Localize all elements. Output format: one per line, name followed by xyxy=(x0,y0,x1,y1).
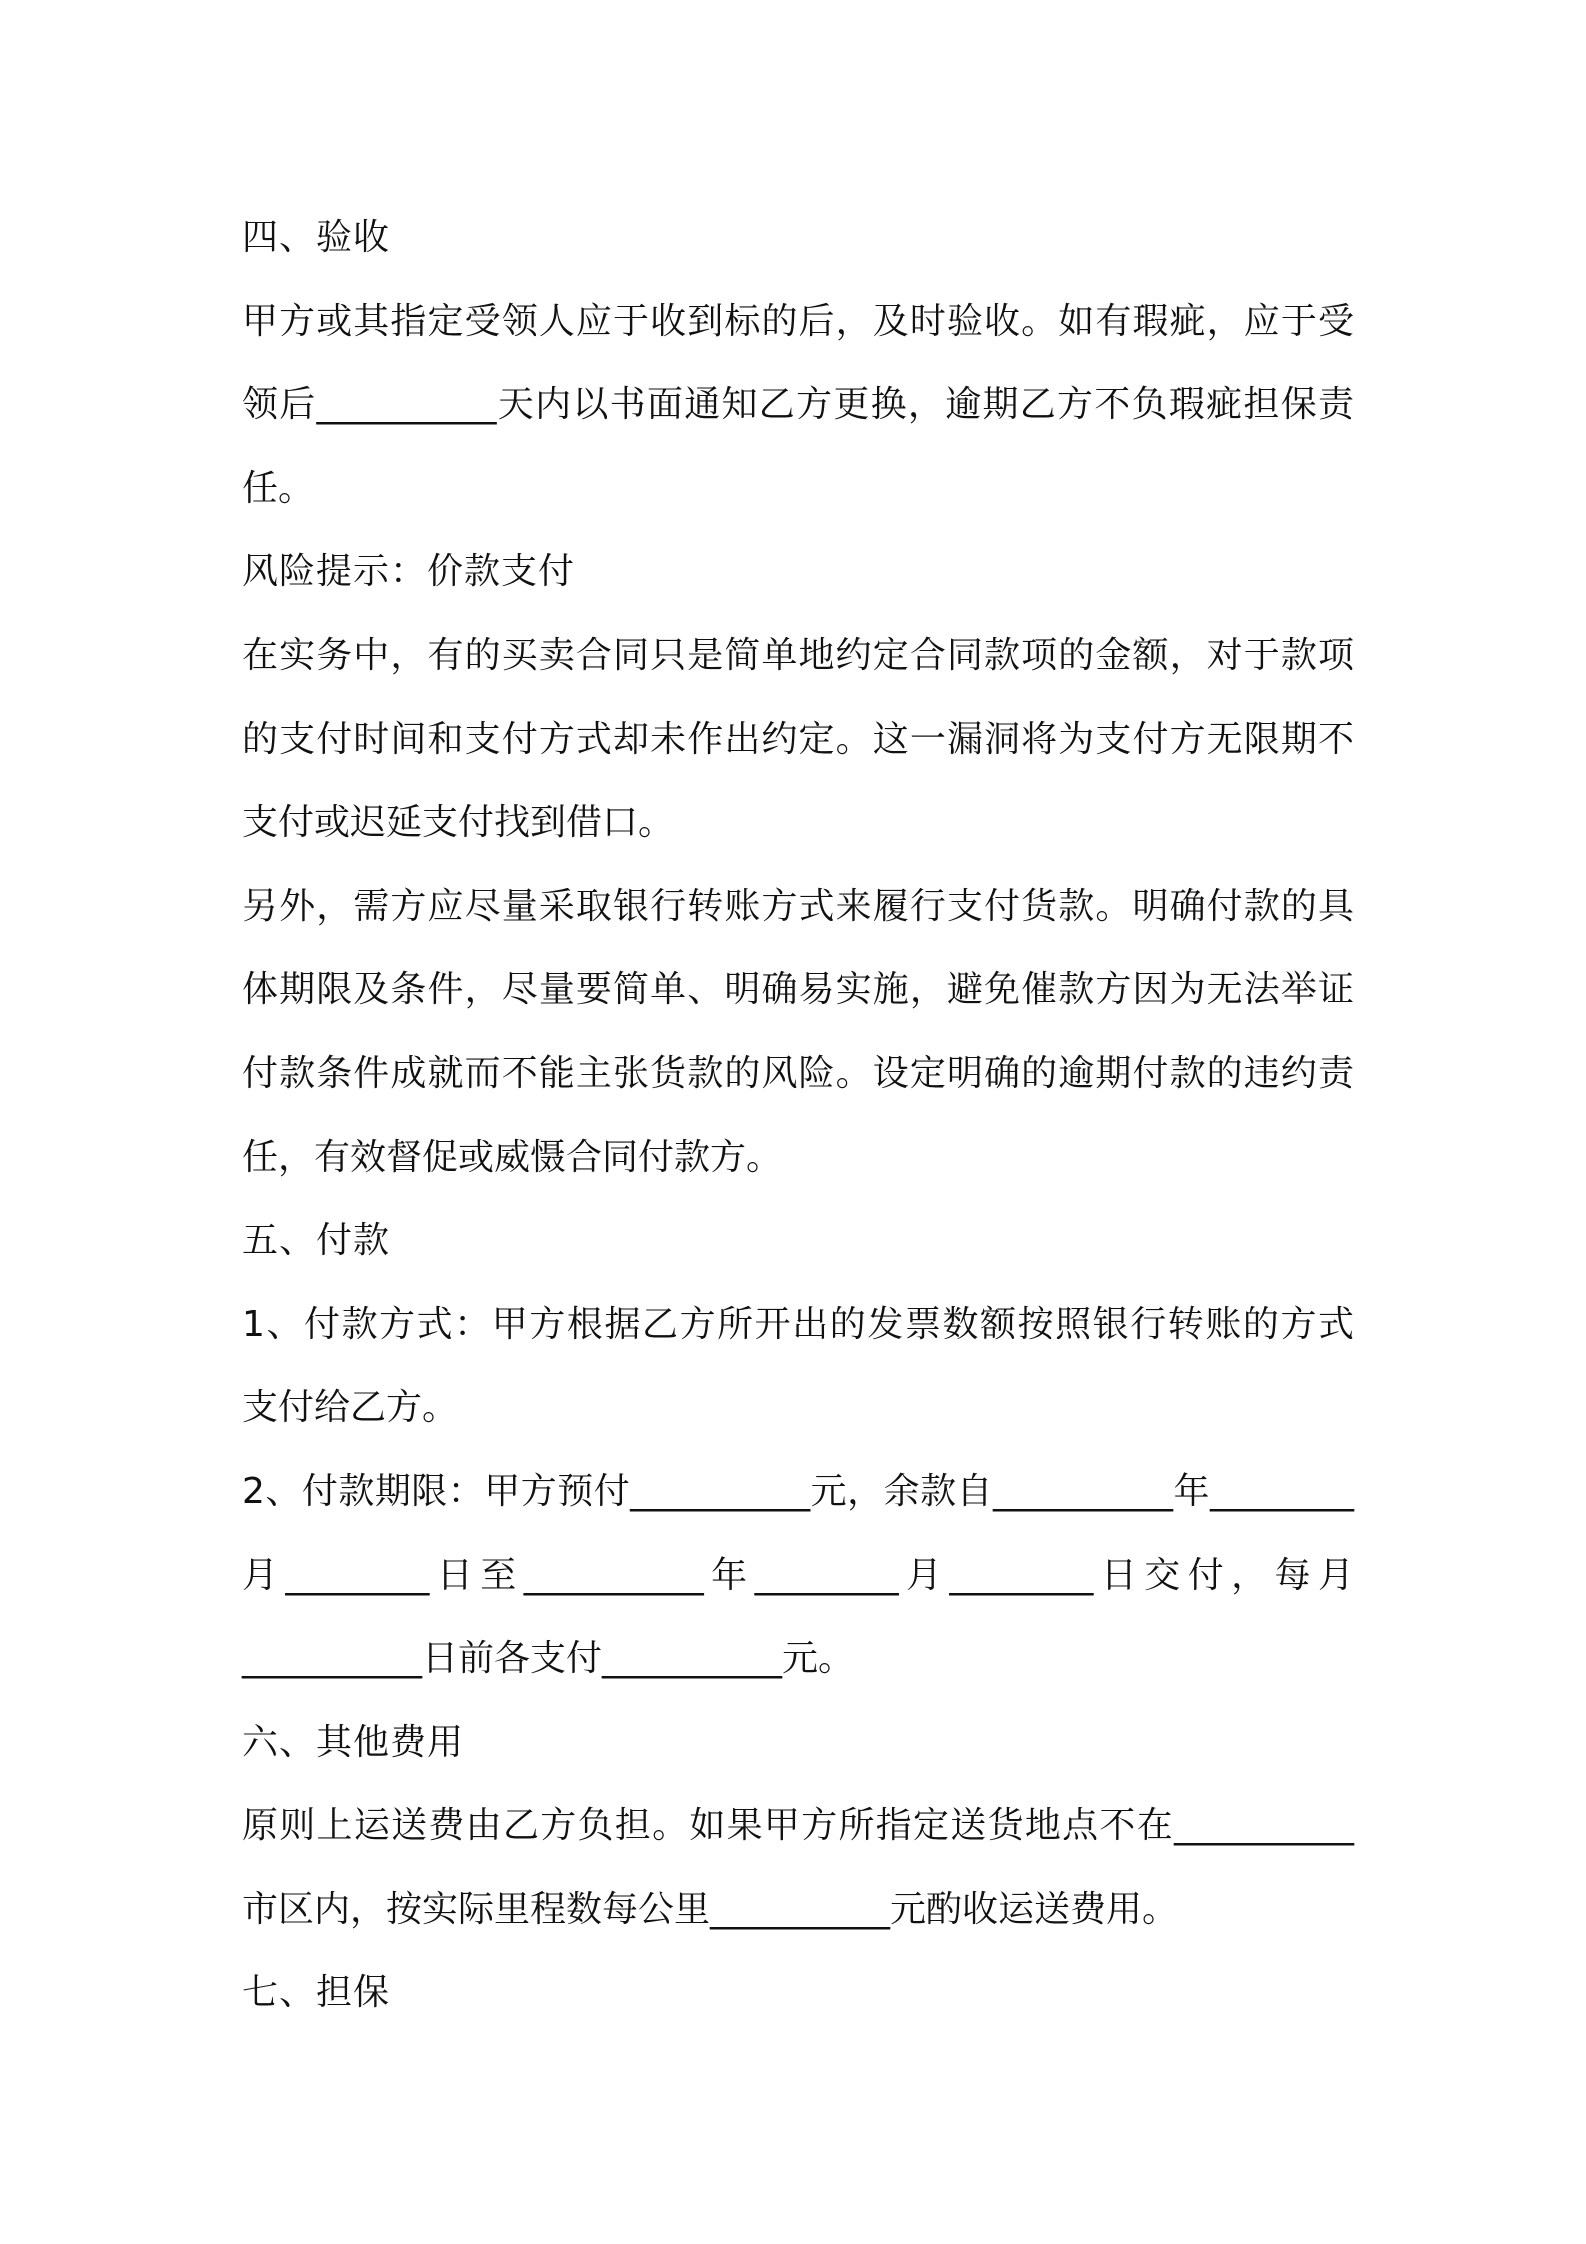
acceptance-text-line: 任。 xyxy=(242,467,315,509)
section-heading-guarantee: 七、担保 xyxy=(242,1972,391,2014)
other-fees-text-line: 原则上运送费由乙方负担。如果甲方所指定送货地点不在__________ xyxy=(242,1805,1354,1847)
risk-note-text-line: 付款条件成就而不能主张货款的风险。设定明确的逾期付款的违约责 xyxy=(242,1052,1354,1094)
acceptance-text-line: 领后__________天内以书面通知乙方更换，逾期乙方不负瑕疵担保责 xyxy=(242,384,1354,426)
risk-note-text-line: 体期限及条件，尽量要简单、明确易实施，避免催款方因为无法举证 xyxy=(242,969,1354,1011)
section-heading-payment: 五、付款 xyxy=(242,1220,391,1262)
risk-note-text-line: 在实务中，有的买卖合同只是简单地约定合同款项的金额，对于款项 xyxy=(242,634,1354,676)
payment-term-line: 2、付款期限：甲方预付__________元，余款自__________年________ xyxy=(242,1470,1354,1512)
risk-note-text-line: 另外，需方应尽量采取银行转账方式来履行支付货款。明确付款的具 xyxy=(242,885,1354,927)
payment-term-line: 月________日至__________年________月________日交付，每月 xyxy=(242,1554,1354,1596)
payment-method-line: 支付给乙方。 xyxy=(242,1387,459,1429)
payment-term-line: __________日前各支付__________元。 xyxy=(242,1638,855,1680)
section-heading-acceptance: 四、验收 xyxy=(242,217,391,258)
other-fees-text-line: 市区内，按实际里程数每公里__________元酌收运送费用。 xyxy=(242,1888,1179,1930)
risk-note-text-line: 的支付时间和支付方式却未作出约定。这一漏洞将为支付方无限期不 xyxy=(242,718,1354,760)
payment-method-line: 1、付款方式：甲方根据乙方所开出的发票数额按照银行转账的方式 xyxy=(242,1303,1354,1345)
risk-note-heading: 风险提示：价款支付 xyxy=(242,551,576,593)
risk-note-text-line: 任，有效督促或威慑合同付款方。 xyxy=(242,1136,783,1178)
acceptance-text-line: 甲方或其指定受领人应于收到标的后，及时验收。如有瑕疵，应于受 xyxy=(242,300,1354,342)
document-body xyxy=(242,196,1354,2035)
risk-note-text-line: 支付或迟延支付找到借口。 xyxy=(242,802,675,844)
section-heading-other-fees: 六、其他费用 xyxy=(242,1721,465,1763)
